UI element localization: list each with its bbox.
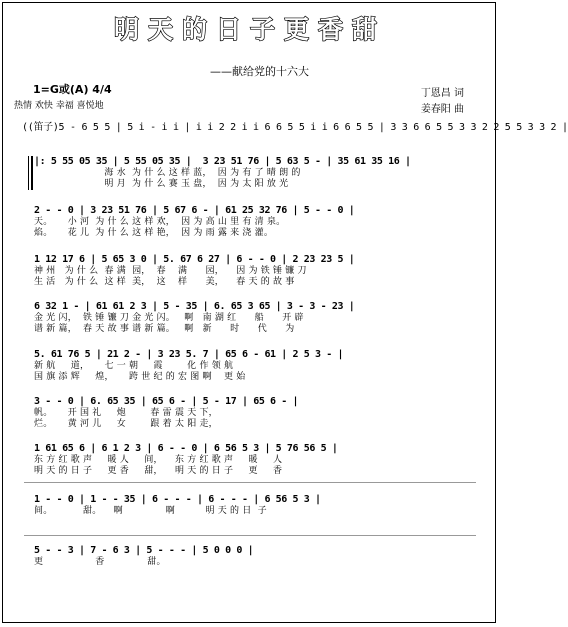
score-system-1 (34, 156, 464, 190)
lyric-verse-2: 生 活 为 什 么 这 样 美， 这 样 美， 春 天 的 故 事 (34, 277, 295, 287)
lyric-verse-1: 金 光 闪， 铁 锤 镰 刀 金 光 闪。 啊 南 湖 红 船 开 辟 (34, 313, 304, 323)
intro-line: ((笛子)5 - 6 5 5 | 5 i - i i | i i 2 2 i i 6 6 5 5 i i 6 6 5 5 | 3 3 6 6 5 5 3 3 2 2 5 5 3 3 2 | (22, 122, 568, 133)
composer-credit: 姜春阳 曲 (420, 104, 464, 115)
score-system-2 (34, 205, 464, 239)
expression-mark: 热情 欢快 幸福 喜悦地 (14, 101, 104, 111)
volta-line (24, 482, 476, 483)
score-system-4 (34, 301, 464, 335)
notation-line: 5 - - 3 | 7 - 6 3 | 5 - - - | 5 0 0 0 | (34, 545, 254, 556)
lyric-verse-1: 天。 小 河 为 什 么 这 样 欢， 因 为 高 山 里 有 清 泉。 (34, 217, 286, 227)
slur-line (24, 535, 476, 536)
lyric-verse-2: 烂。 黄 河 儿 女 跟 着 太 阳 走， (34, 419, 218, 429)
score-system-7 (34, 443, 464, 477)
score-system-5 (34, 349, 464, 383)
lyric-verse-2: 谱 新 篇， 春 天 故 事 谱 新 篇。 啊 新 时 代 为 (34, 324, 295, 334)
lyric-verse-1: 间。 甜。 啊 啊 明 天 的 日 子 (34, 506, 267, 516)
notation-line: 6 32 1 - | 61 61 2 3 | 5 - 35 | 6. 65 3 65 | 3 - 3 - 23 | (34, 301, 355, 312)
repeat-sign (28, 156, 33, 190)
score-system-9 (34, 545, 464, 568)
lyric-verse-2: 明 月 为 什 么 赛 玉 盘， 因 为 太 阳 放 光 (34, 179, 289, 189)
lyric-verse-2: 焰。 花 儿 为 什 么 这 样 艳， 因 为 雨 露 来 浇 灌。 (34, 228, 274, 238)
notation-line: |: 5 55 05 35 | 5 55 05 35 | 3 23 51 76 | 5 63 5 - | 35 61 35 16 | (34, 156, 411, 167)
notation-line: 3 - - 0 | 6. 65 35 | 65 6 - | 5 - 17 | 65 6 - | (34, 396, 299, 407)
score-system-6 (34, 396, 464, 430)
lyric-verse-1: 帆。 开 国 礼 炮 春 雷 震 天 下， (34, 408, 218, 418)
key-signature: 1=G或(A) 4/4 (33, 83, 112, 96)
notation-line: 1 61 65 6 | 6 1 2 3 | 6 - - 0 | 6 56 5 3 | 5 76 56 5 | (34, 443, 338, 454)
lyric-verse-2: 明 天 的 日 子 更 香 甜， 明 天 的 日 子 更 香 (34, 466, 283, 476)
lyric-verse-2: 国 旗 添 辉 煌， 跨 世 纪 的 宏 图 啊 更 始 (34, 372, 246, 382)
score-system-8 (34, 494, 464, 517)
notation-line: 1 12 17 6 | 5 65 3 0 | 5. 67 6 27 | 6 - - 0 | 2 23 23 5 | (34, 254, 355, 265)
lyric-verse-1: 神 州 为 什 么 春 满 园， 春 满 园， 因 为 铁 锤 镰 刀 (34, 266, 307, 276)
song-subtitle: ——献给党的十六大 (210, 65, 309, 78)
notation-line: 1 - - 0 | 1 - - 35 | 6 - - - | 6 - - - | 6 56 5 3 | (34, 494, 321, 505)
lyric-verse-1: 新 航 道， 七 一 朝 霞 化 作 领 航 (34, 361, 234, 371)
lyricist-credit: 丁恩昌 词 (420, 88, 464, 99)
notation-line: 5. 61 76 5 | 21 2 - | 3 23 5. 7 | 65 6 - 61 | 2 5 3 - | (34, 349, 344, 360)
lyric-verse-1: 海 水 为 什 么 这 样 蓝， 因 为 有 了 晴 朗 的 (34, 168, 301, 178)
notation-line: 2 - - 0 | 3 23 51 76 | 5 67 6 - | 61 25 32 76 | 5 - - 0 | (34, 205, 355, 216)
score-system-3 (34, 254, 464, 288)
song-title: 明天的日子更香甜 (113, 15, 386, 44)
lyric-verse-1: 东 方 红 歌 声 暖 人 间， 东 方 红 歌 声 暖 人 (34, 455, 283, 465)
lyric-verse-1: 更 香 甜。 (34, 557, 166, 567)
